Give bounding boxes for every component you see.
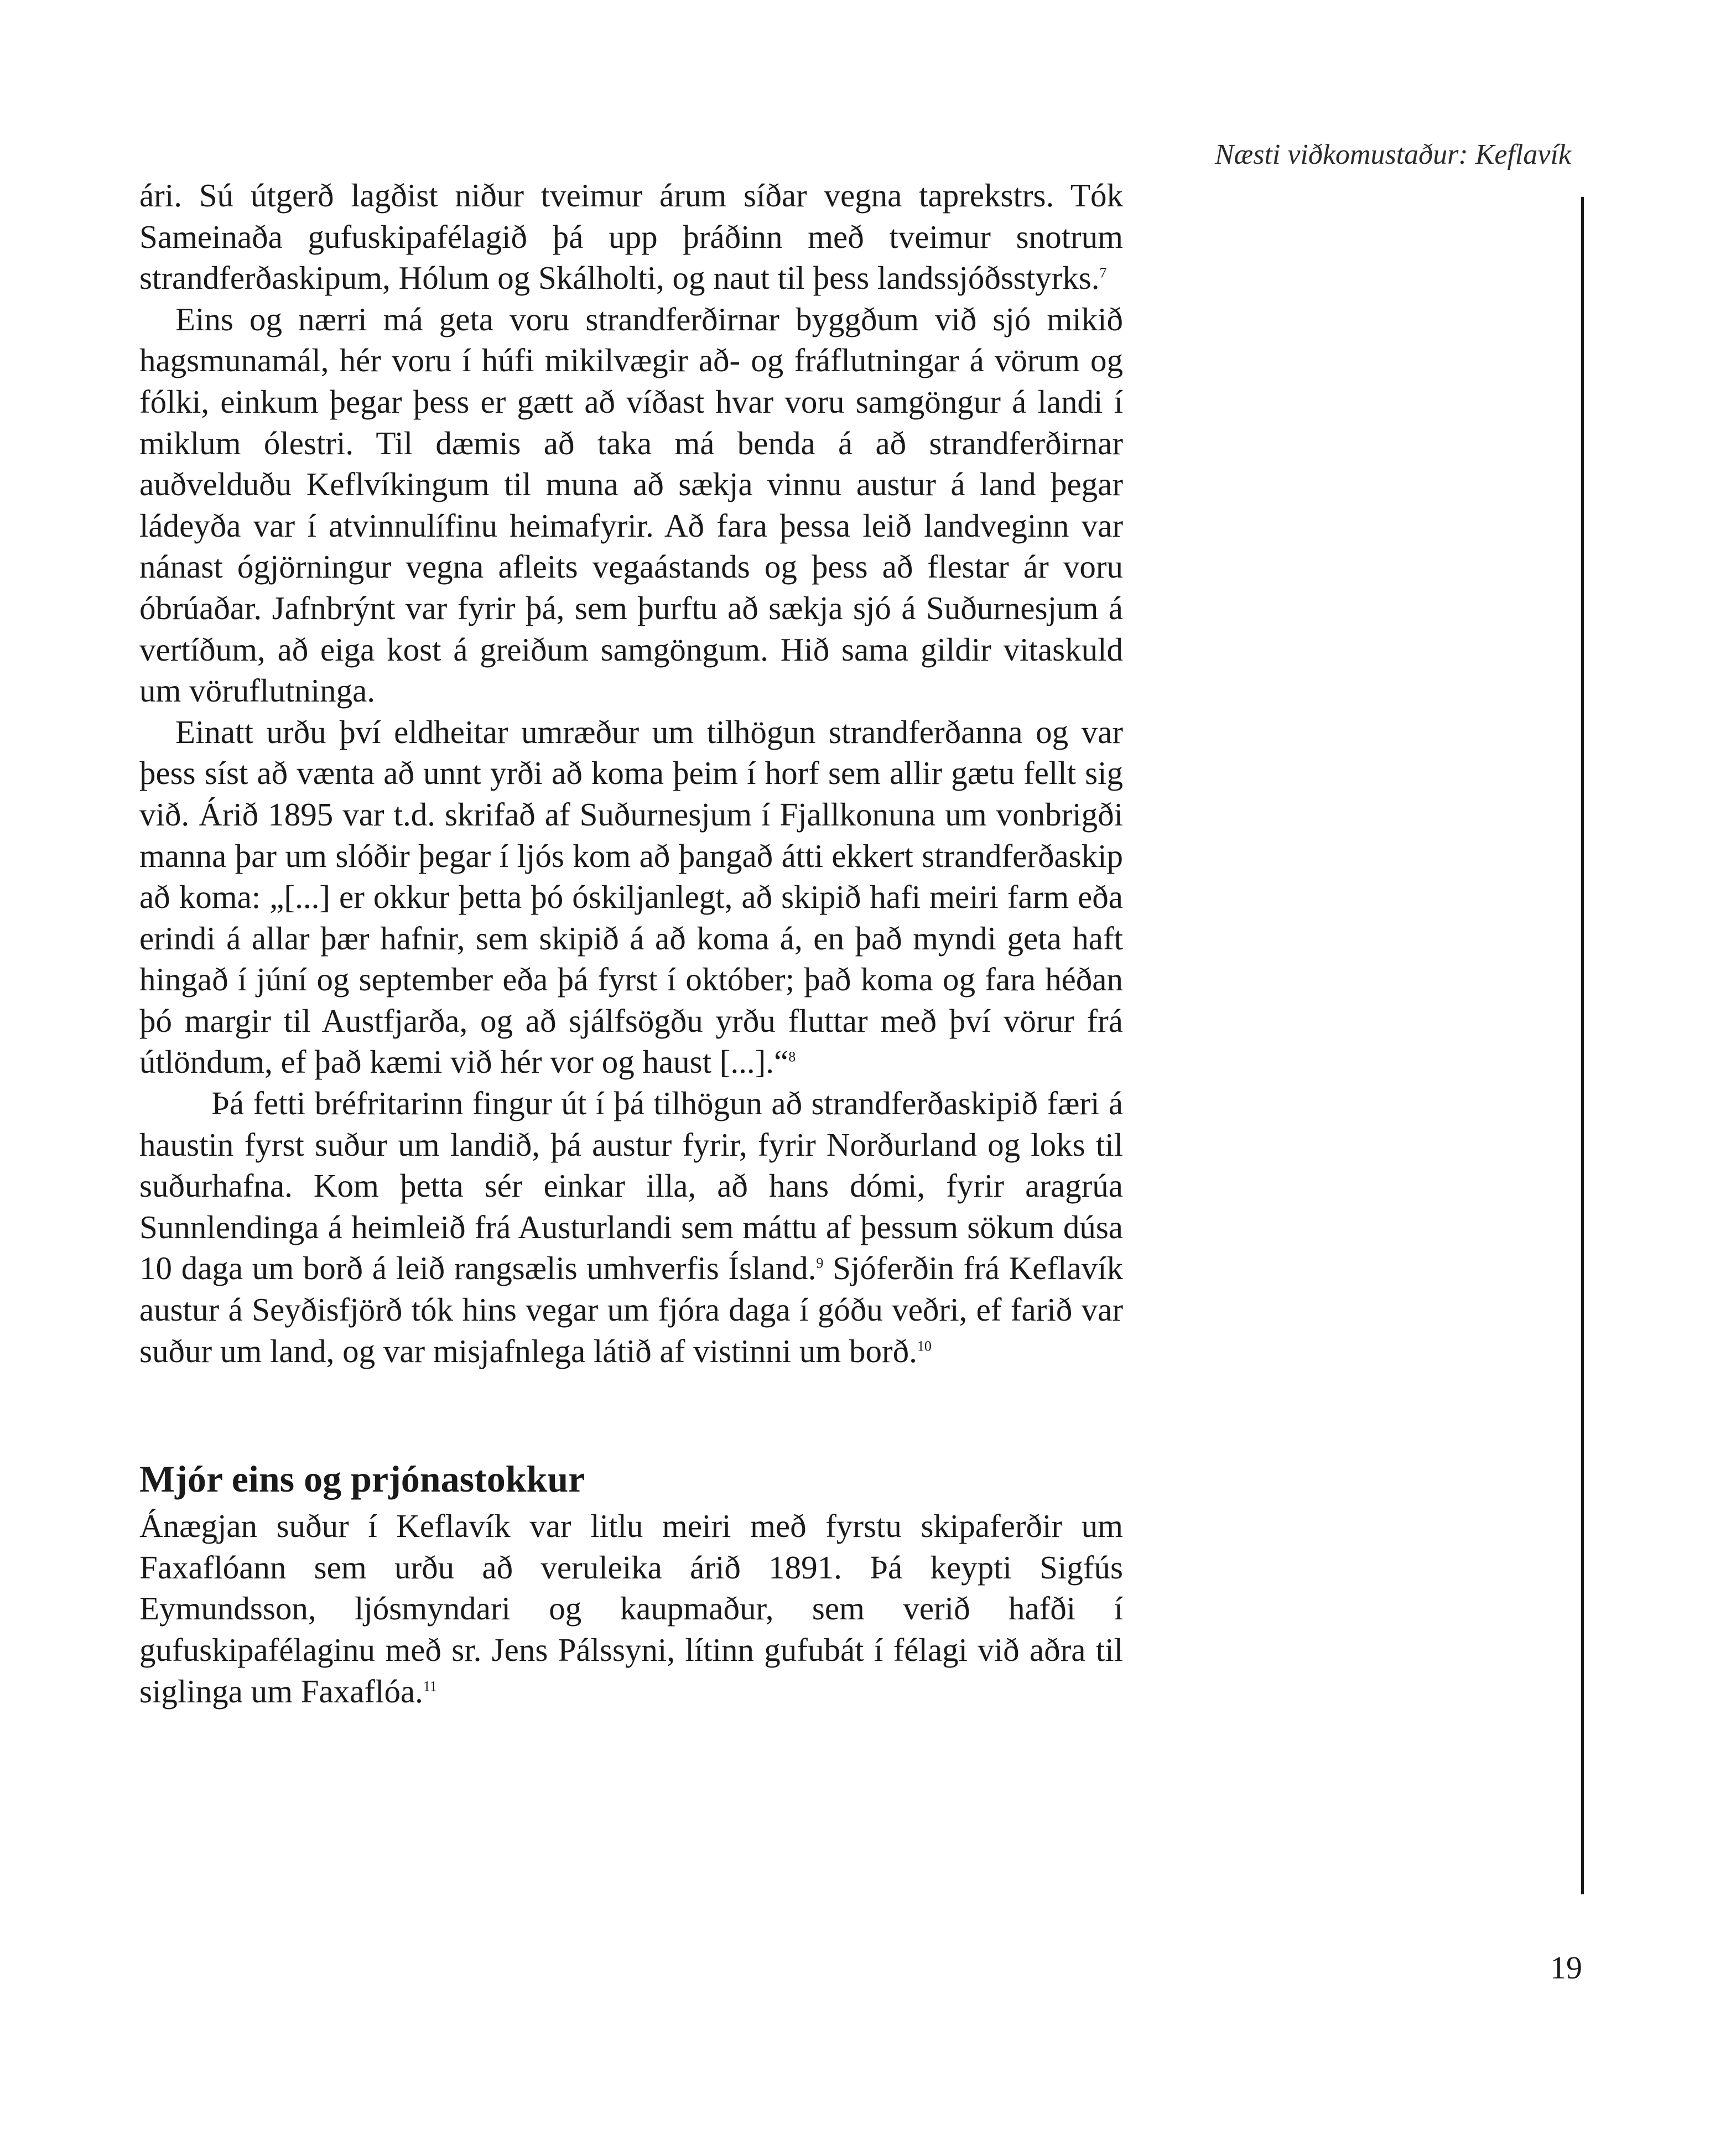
paragraph-1-text: ári. Sú útgerð lagðist niður tveimur árum síðar vegna taprekstrs. Tók Sameinaða gufuskipafélagið þá upp þráðinn með tveimur snotrum strandferðaskipum, Hólum og Skálholti, og naut til þess landssjóðsstyrks.: [139, 177, 1123, 297]
paragraph-3-text: Einatt urðu því eldheitar umræður um tilhögun strandferðanna og var þess síst að vænta að unnt yrði að koma þeim í horf sem allir gætu fellt sig við. Árið 1895 var t.d. skrifað af Suðurnesjum í Fjallkonuna um vonbrigði manna þar um slóðir þegar í ljós kom að þangað átti ekkert strandferðaskip að koma: „[...] er okkur þetta þó óskiljanlegt, að skipið hafi meiri farm eða erindi á allar þær hafnir, sem skipið á að koma á, en það myndi geta haft hingað í júní og september eða þá fyrst í október; það koma og fara héðan þó margir til Austfjarða, og að sjálfsögðu yrðu fluttar með því vörur frá útlöndum, ef það kæmi við hér vor og haust [...].“: [139, 713, 1123, 1081]
paragraph-4-continuation: Sjóferðin frá Keflavík austur á Seyðisfjörð tók hins vegar um fjóra daga í góðu veðri, ef farið var suður um land, og var misjafnlega látið af vistinni um borð.: [139, 1250, 1123, 1369]
footnote-ref-9: 9: [816, 1255, 824, 1271]
footnote-ref-11: 11: [423, 1677, 437, 1694]
paragraph-4: [139, 1083, 1123, 1372]
running-head: Næsti viðkomustaður: Keflavík: [1214, 139, 1571, 170]
margin-rule: [1581, 197, 1584, 1894]
footnote-ref-7: 7: [1099, 264, 1107, 281]
paragraph-4-text: Þá fetti bréfritarinn fingur út í þá tilhögun að strandferðaskipið færi á haustin fyrst suður um landið, þá austur fyrir, fyrir Norðurland og loks til suðurhafna. Kom þetta sér einkar illa, að hans dómi, fyrir aragrúa Sunnlendinga á heimleið frá Austurlandi sem máttu af þessum sökum dúsa 10 daga um borð á leið rangsælis umhverfis Ísland.: [139, 1085, 1123, 1287]
paragraph-1: [139, 175, 1123, 299]
paragraph-3: [139, 711, 1123, 1083]
paragraph-2: [139, 299, 1123, 711]
body-text: [139, 175, 1123, 1712]
footnote-ref-8: 8: [788, 1048, 796, 1065]
page-number: 19: [1550, 1950, 1582, 1986]
section-heading: Mjór eins og prjónastokkur: [139, 1458, 585, 1500]
section-paragraph: [139, 1505, 1123, 1712]
paragraph-2-text: Eins og nærri má geta voru strandferðirnar byggðum við sjó mikið hagsmunamál, hér voru í húfi mikilvægir að- og fráflutningar á vörum og fólki, einkum þegar þess er gætt að víðast hvar voru samgöngur á landi í miklum ólestri. Til dæmis að taka má benda á að strandferðirnar auðvelduðu Keflvíkingum til muna að sækja vinnu austur á land þegar ládeyða var í atvinnulífinu heimafyrir. Að fara þessa leið landveginn var nánast ógjörningur vegna afleits vegaástands og þess að flestar ár voru óbrúaðar. Jafnbrýnt var fyrir þá, sem þurftu að sækja sjó á Suðurnesjum á vertíðum, að eiga kost á greiðum samgöngum. Hið sama gildir vitaskuld um vöruflutninga.: [139, 300, 1123, 709]
footnote-ref-10: 10: [917, 1337, 932, 1354]
section-paragraph-text: Ánægjan suður í Keflavík var litlu meiri með fyrstu skipaferðir um Faxaflóann sem urðu að veruleika árið 1891. Þá keypti Sigfús Eymundsson, ljósmyndari og kaupmaður, sem verið hafði í gufuskipafélaginu með sr. Jens Pálssyni, lítinn gufubát í félagi við aðra til siglinga um Faxaflóa.: [139, 1508, 1123, 1710]
